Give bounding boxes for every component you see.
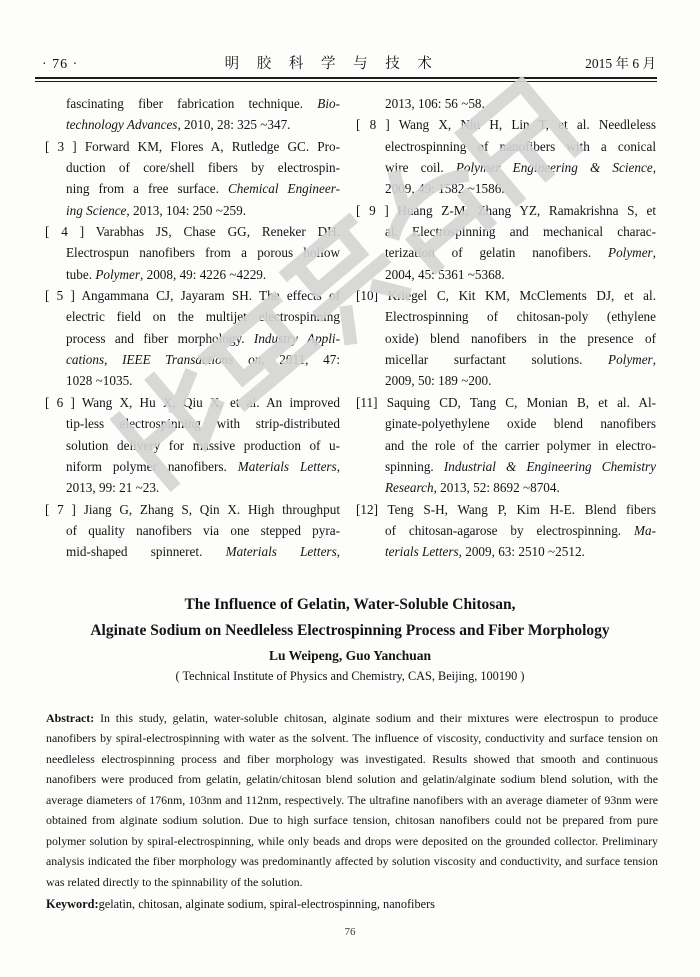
reference-text: [ 3 ] Forward KM, Flores A, Rutledge GC. Pro- bbox=[45, 138, 340, 154]
reference-text: of quality nanofibers via one stepped pyra- bbox=[66, 522, 340, 538]
reference-line bbox=[356, 242, 656, 263]
reference-text: oxide) blend nanofibers in the presence of bbox=[385, 330, 656, 346]
reference-line bbox=[356, 285, 656, 306]
abstract-label: Abstract: bbox=[46, 710, 95, 725]
reference-text: micellar surfactant solutions. bbox=[385, 352, 609, 368]
reference-line bbox=[45, 477, 340, 498]
reference-line bbox=[45, 435, 340, 456]
reference-text: Electrospinning of chitosan-poly (ethylene bbox=[385, 309, 656, 325]
reference-line bbox=[356, 157, 656, 178]
reference-text: , 2009, 63: 2510 ~2512. bbox=[458, 544, 585, 560]
article-title-line2: Alginate Sodium on Needleless Electrospinning Process and Fiber Morphology bbox=[90, 622, 610, 639]
reference-text: 2013, 99: 21 ~23. bbox=[66, 480, 160, 496]
reference-line bbox=[356, 392, 656, 413]
reference-text: duction of core/shell fibers by electrospin- bbox=[66, 160, 340, 176]
journal-name-italic: Chemical Engineer- bbox=[227, 181, 340, 197]
reference-text: fascinating fiber fabrication technique. bbox=[66, 96, 318, 111]
reference-line bbox=[45, 520, 340, 541]
journal-name-italic: IEEE Transactions on bbox=[122, 352, 262, 368]
reference-text: , 2010, 28: 325 ~347. bbox=[177, 117, 291, 133]
reference-text: [ 4 ] Varabhas JS, Chase GG, Reneker DH. bbox=[45, 224, 340, 240]
reference-line bbox=[356, 221, 656, 242]
reference-line bbox=[45, 242, 340, 263]
keyword-label: Keyword: bbox=[46, 897, 99, 912]
reference-text: , bbox=[104, 352, 123, 368]
reference-text: , bbox=[336, 458, 340, 474]
reference-line bbox=[356, 200, 656, 221]
reference-line bbox=[45, 200, 340, 221]
reference-line bbox=[356, 178, 656, 199]
reference-line bbox=[45, 328, 340, 349]
reference-line bbox=[356, 306, 656, 327]
journal-title: 明 胶 科 学 与 技 术 bbox=[224, 56, 439, 72]
article-title-line1: The Influence of Gelatin, Water-Soluble Chitosan, bbox=[184, 596, 516, 613]
reference-line bbox=[45, 349, 340, 370]
reference-line bbox=[356, 264, 656, 285]
reference-line bbox=[45, 264, 340, 285]
reference-text: , bbox=[652, 352, 656, 368]
reference-text: [12] Teng S-H, Wang P, Kim H-E. Blend fibers bbox=[356, 501, 656, 517]
reference-line bbox=[45, 285, 340, 306]
reference-line bbox=[356, 456, 656, 477]
reference-line bbox=[45, 392, 340, 413]
reference-line bbox=[45, 93, 340, 114]
journal-name-italic: cations bbox=[66, 352, 105, 368]
issue-date: 2015 年 6 月 bbox=[585, 56, 656, 71]
reference-line bbox=[356, 477, 656, 498]
reference-line bbox=[356, 413, 656, 434]
header-page-number: · 76 · bbox=[42, 57, 79, 72]
reference-text: [ 6 ] Wang X, Hu X, Qiu X, et al. An improved bbox=[45, 394, 340, 410]
reference-text: , bbox=[336, 544, 340, 560]
reference-text: [ 5 ] Angammana CJ, Jayaram SH. The effects of bbox=[45, 288, 340, 304]
reference-text: solution delivery for massive production of u- bbox=[66, 437, 340, 453]
journal-name-italic: Polymer bbox=[95, 266, 140, 282]
journal-name-italic: Polymer bbox=[608, 352, 653, 368]
reference-text: ning from a free surface. bbox=[66, 181, 228, 197]
journal-name-italic: terials Letters bbox=[385, 544, 459, 560]
reference-text: 1028 ~1035. bbox=[66, 373, 133, 389]
reference-text: ginate-polyethylene oxide blend nanofibers bbox=[385, 416, 656, 432]
reference-text: [ 9 ] Huang Z-M, Zhang YZ, Ramakrishna S, et bbox=[356, 202, 656, 218]
journal-name-italic: Bio- bbox=[317, 96, 340, 111]
reference-text: 2013, 106: 56 ~58. bbox=[385, 96, 485, 111]
references-column-right bbox=[356, 93, 656, 563]
reference-text: electrospinning of nanofibers with a conical bbox=[385, 138, 656, 154]
footer-page-number: 76 bbox=[344, 926, 356, 938]
article-affiliation: ( Technical Institute of Physics and Chemistry, CAS, Beijing, 100190 ) bbox=[175, 669, 525, 683]
reference-text: [ 8 ] Wang X, Niu H, Lin T, et al. Needleless bbox=[356, 117, 656, 133]
reference-text: spinning. bbox=[385, 458, 444, 474]
reference-line bbox=[45, 541, 340, 562]
reference-line bbox=[45, 370, 340, 391]
reference-line bbox=[45, 306, 340, 327]
reference-line bbox=[356, 520, 656, 541]
reference-text: electric field on the multijet electrospinning bbox=[66, 309, 340, 325]
abstract-paragraph bbox=[46, 708, 658, 893]
reference-text: 2009, 49: 1582 ~1586. bbox=[385, 181, 505, 197]
reference-text: and the role of the carrier polymer in electro- bbox=[385, 437, 656, 453]
reference-text: 2004, 45: 5361 ~5368. bbox=[385, 266, 505, 282]
reference-text: 2009, 50: 189 ~200. bbox=[385, 373, 492, 389]
journal-name-italic: ing Science bbox=[66, 202, 127, 218]
reference-line bbox=[356, 435, 656, 456]
journal-name-italic: Ma- bbox=[634, 522, 656, 538]
reference-text: process and fiber morphology. bbox=[66, 330, 254, 346]
journal-name-italic: Polymer bbox=[608, 245, 653, 261]
keyword-line bbox=[46, 897, 658, 912]
reference-text: , 2013, 52: 8692 ~8704. bbox=[433, 480, 560, 496]
reference-text: wire coil. bbox=[385, 160, 456, 176]
reference-text: tip-less electrospinning with strip-distributed bbox=[66, 416, 340, 432]
journal-name-italic: Research bbox=[385, 480, 434, 496]
article-title bbox=[0, 592, 700, 644]
reference-line bbox=[45, 499, 340, 520]
reference-line bbox=[45, 136, 340, 157]
reference-line bbox=[356, 499, 656, 520]
reference-line bbox=[45, 413, 340, 434]
reference-text: [ 7 ] Jiang G, Zhang S, Qin X. High throughput bbox=[45, 501, 340, 517]
reference-text: Electrospun nanofibers from a porous hollow bbox=[66, 245, 340, 261]
references-column-left bbox=[45, 93, 340, 563]
reference-line bbox=[356, 370, 656, 391]
journal-name-italic: Industry Appli- bbox=[253, 330, 340, 346]
reference-text: niform polymer nanofibers. bbox=[66, 458, 238, 474]
reference-text: , bbox=[652, 160, 656, 176]
reference-line bbox=[356, 349, 656, 370]
reference-text: mid-shaped spinneret. bbox=[66, 544, 226, 560]
journal-name-italic: Industrial & Engineering Chemistry bbox=[443, 458, 656, 474]
journal-name-italic: Materials Letters bbox=[225, 544, 337, 560]
journal-name-italic: Materials Letters bbox=[237, 458, 337, 474]
journal-name-italic: Polymer Engineering & Science bbox=[455, 160, 653, 176]
keyword-text: gelatin, chitosan, alginate sodium, spiral-electrospinning, nanofibers bbox=[98, 897, 435, 912]
article-authors: Lu Weipeng, Guo Yanchuan bbox=[268, 648, 432, 663]
reference-line bbox=[45, 157, 340, 178]
reference-text: of chitosan-agarose by electrospinning. bbox=[385, 522, 635, 538]
reference-text: [10] Kriegel C, Kit KM, McClements DJ, et al. bbox=[356, 288, 656, 304]
reference-line bbox=[45, 114, 340, 135]
reference-line bbox=[45, 221, 340, 242]
reference-text: tube. bbox=[66, 266, 96, 282]
reference-text: terization of gelatin nanofibers. bbox=[385, 245, 609, 261]
journal-name-italic: technology Advances bbox=[66, 117, 178, 133]
reference-line bbox=[356, 328, 656, 349]
running-header bbox=[42, 52, 656, 73]
reference-line bbox=[356, 541, 656, 562]
reference-line bbox=[45, 456, 340, 477]
header-rule bbox=[35, 77, 657, 82]
abstract-text: In this study, gelatin, water-soluble chitosan, alginate sodium and their mixtures were electrospun to produce nanofibers by spiral-electrospinning with water as the solvent. The influence of viscosity, conductivity and surface tension on needleless electrospinning process and fiber morphology was investigated. Results showed that smooth and continuous nanofibers were produced from gelatin, gelatin/chitosan blend solution and gelatin/alginate sodium blend solution, with the average diameters of 176nm, 103nm and 112nm, respectively. The ultrafine nanofibers with an average diameter of 93nm were obtained from alginate sodium solution. Due to high surface tension, chitosan nanofibers could not be prepared from pure polymer solution by spiral-electrospinning, while only beads and drops were deposited on the grounded collector. Preliminary analysis indicated the fiber morphology was predominantly affected by solution viscosity and conductivity, and surface tension was related directly to the spinnability of the solution. bbox=[46, 710, 658, 889]
reference-text: , bbox=[652, 245, 656, 261]
reference-text: , 2008, 49: 4226 ~4229. bbox=[140, 266, 267, 282]
reference-text: [11] Saquing CD, Tang C, Monian B, et al. Al- bbox=[356, 394, 656, 410]
reference-text: , 2013, 104: 250 ~259. bbox=[126, 202, 247, 218]
reference-text: al. Electrospinning and mechanical charac- bbox=[385, 224, 656, 240]
reference-line bbox=[45, 178, 340, 199]
reference-line bbox=[356, 136, 656, 157]
reference-line bbox=[356, 93, 656, 114]
reference-line bbox=[356, 114, 656, 135]
reference-text: , 2011, 47: bbox=[261, 352, 340, 368]
